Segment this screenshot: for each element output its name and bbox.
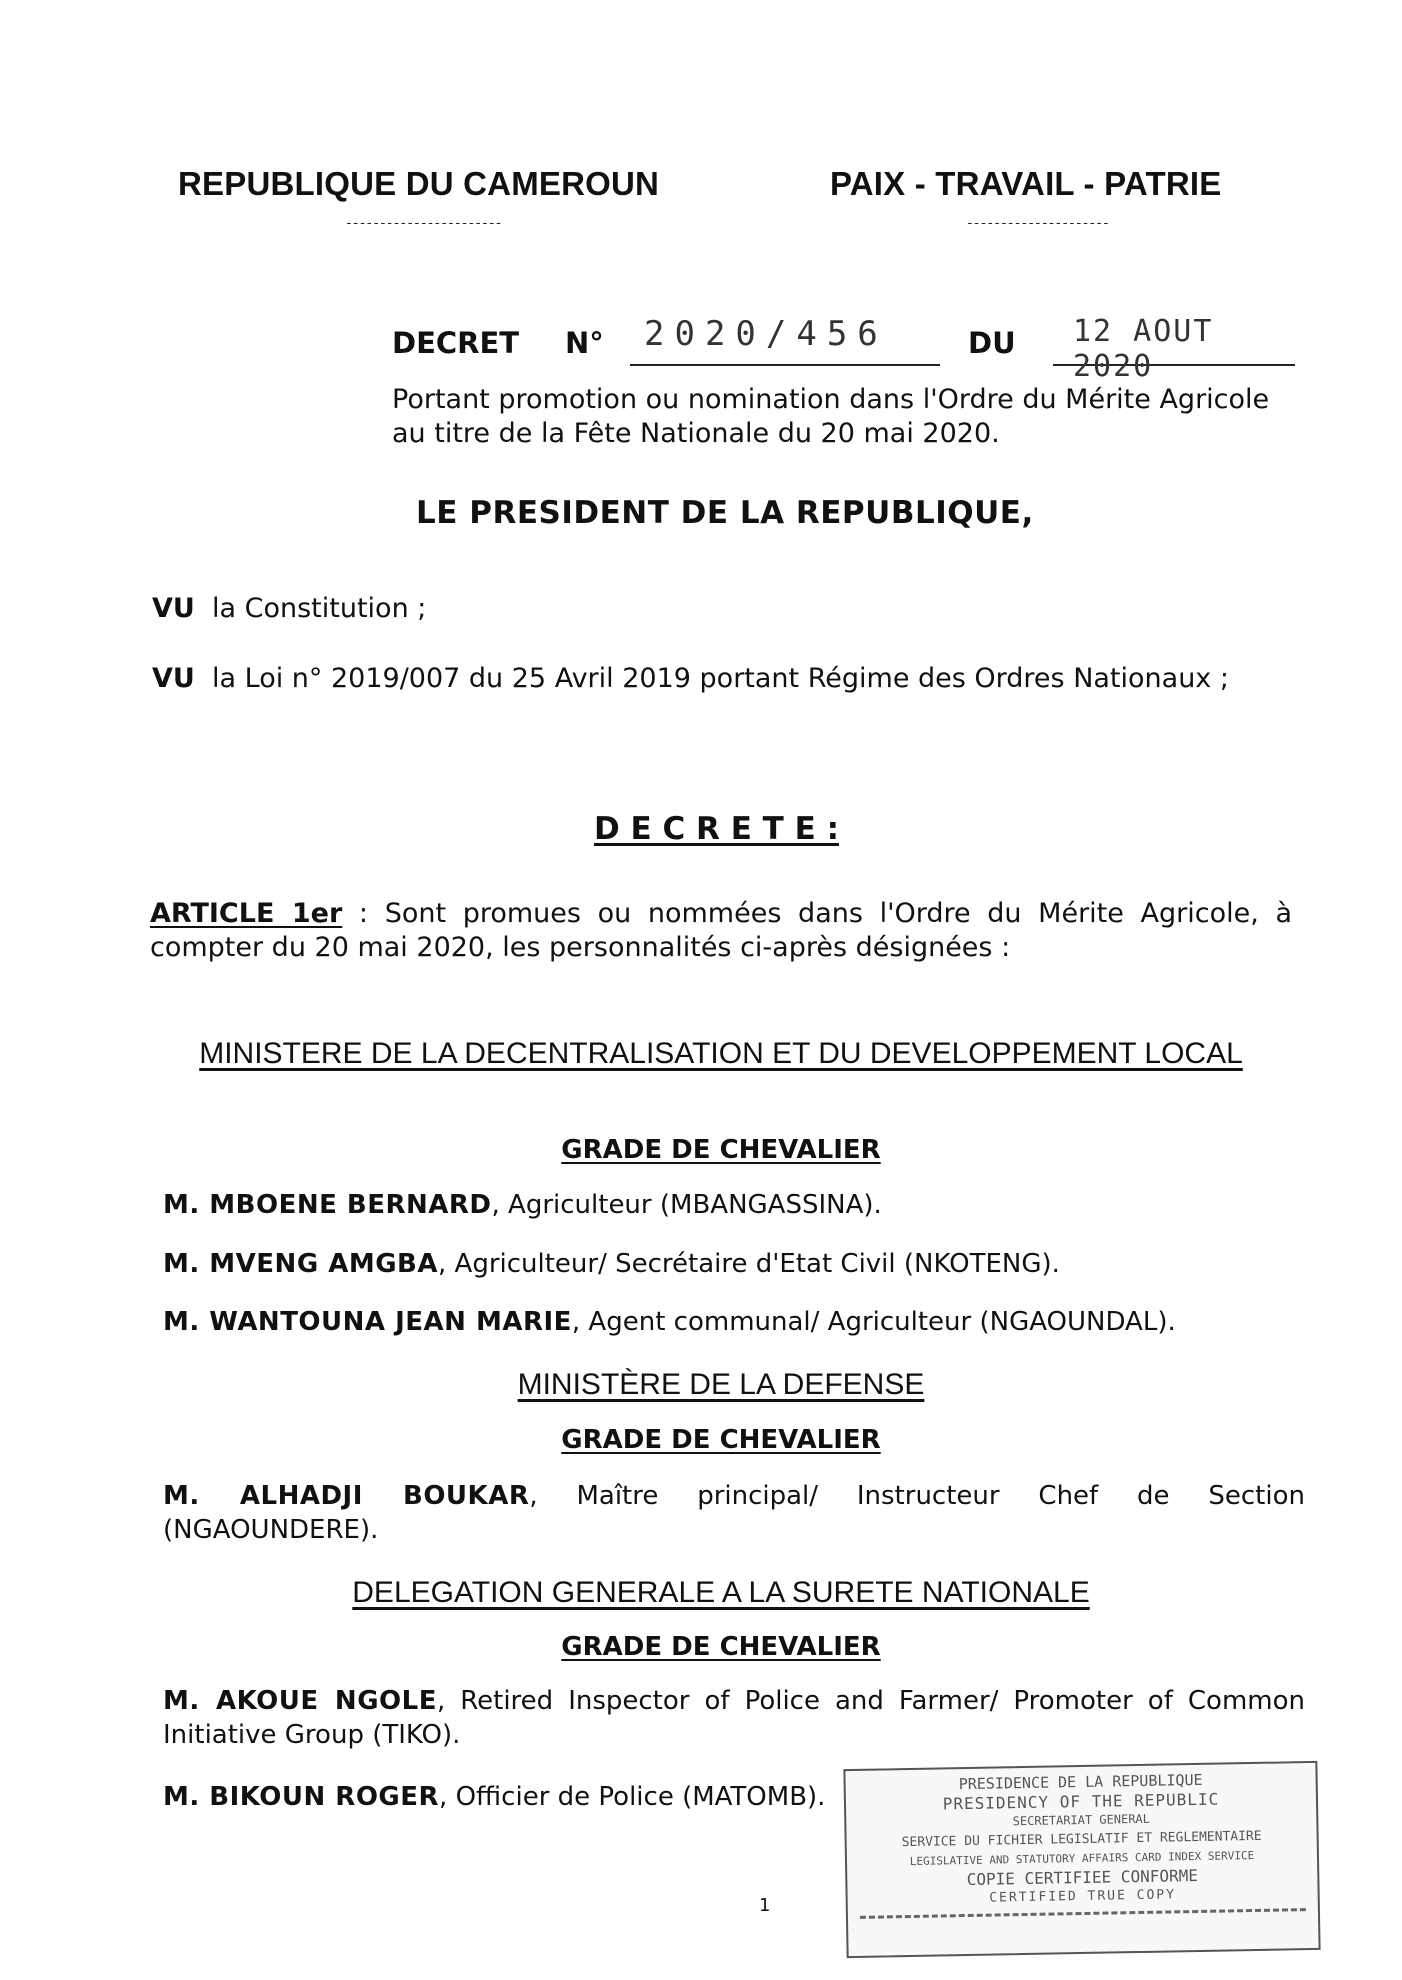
person-entry xyxy=(163,1305,1176,1339)
president-heading: LE PRESIDENT DE LA REPUBLIQUE, xyxy=(416,495,1034,531)
person-entry xyxy=(163,1188,882,1222)
visa-text: la Constitution ; xyxy=(212,593,427,624)
person-entry xyxy=(163,1247,1060,1281)
article-1-line2: compter du 20 mai 2020, les personnalités ci-après désignées : xyxy=(150,932,1011,963)
person-name: M. ALHADJI BOUKAR xyxy=(163,1481,530,1511)
person-name: M. AKOUE NGOLE xyxy=(163,1686,437,1716)
article-1-label: ARTICLE 1er xyxy=(150,898,343,929)
person-desc: , Agent communal/ Agriculteur (NGAOUNDAL). xyxy=(571,1307,1176,1337)
article-1-sep: : xyxy=(342,898,385,929)
decret-label: DECRET xyxy=(392,326,520,360)
visa-vu-label: VU xyxy=(152,663,195,694)
header-left-rule: ----------------------- xyxy=(345,216,502,231)
section-title-defense: MINISTÈRE DE LA DEFENSE xyxy=(517,1368,925,1401)
person-desc: , Agriculteur/ Secrétaire d'Etat Civil (NKOTENG). xyxy=(438,1249,1060,1279)
header-right-title: PAIX - TRAVAIL - PATRIE xyxy=(830,165,1222,202)
stamp-line: PRESIDENCE DE LA REPUBLIQUE xyxy=(958,1770,1203,1794)
person-entry-cont: (NGAOUNDERE). xyxy=(163,1515,379,1545)
person-entry-cont: Initiative Group (TIKO). xyxy=(163,1720,461,1750)
decrete-heading: D E C R E T E : xyxy=(594,811,839,847)
stamp-line: CERTIFIED TRUE COPY xyxy=(989,1887,1177,1906)
header-left-title: REPUBLIQUE DU CAMEROUN xyxy=(178,165,660,202)
section-title-surete: DELEGATION GENERALE A LA SURETE NATIONALE xyxy=(352,1576,1090,1609)
visa-constitution xyxy=(152,592,426,626)
decret-number: 2020/456 xyxy=(644,314,888,354)
decree-subject-line1: Portant promotion ou nomination dans l'Ordre du Mérite Agricole xyxy=(392,384,1270,415)
stamp-dash-rule xyxy=(860,1908,1306,1919)
grade-title: GRADE DE CHEVALIER xyxy=(561,1632,881,1662)
person-desc: , Maître principal/ Instructeur Chef de Section xyxy=(529,1481,1305,1511)
header-right-rule: --------------------- xyxy=(966,216,1109,231)
person-desc: , Officier de Police (MATOMB). xyxy=(439,1782,826,1812)
decret-number-line xyxy=(630,310,940,366)
person-name: M. MBOENE BERNARD xyxy=(163,1190,492,1220)
person-name: M. BIKOUN ROGER xyxy=(163,1782,440,1812)
article-1-text: Sont promues ou nommées dans l'Ordre du Mérite Agricole, à xyxy=(384,898,1292,929)
decret-du-label: DU xyxy=(968,326,1016,360)
decret-no-label: N° xyxy=(565,326,604,360)
person-desc: , Agriculteur (MBANGASSINA). xyxy=(491,1190,882,1220)
page-number: 1 xyxy=(759,1895,771,1916)
grade-title: GRADE DE CHEVALIER xyxy=(561,1135,881,1165)
stamp-line: SECRETARIAT GENERAL xyxy=(1012,1811,1151,1829)
decret-date-line xyxy=(1053,310,1295,384)
decree-subject-line2: au titre de la Fête Nationale du 20 mai 2020. xyxy=(392,418,1000,449)
grade-title: GRADE DE CHEVALIER xyxy=(561,1425,881,1455)
stamp-line: LEGISLATIVE AND STATUTORY AFFAIRS CARD INDEX SERVICE xyxy=(909,1848,1255,1869)
certified-copy-stamp xyxy=(843,1761,1320,1958)
person-entry xyxy=(163,1479,1305,1513)
section-title-decentralisation: MINISTERE DE LA DECENTRALISATION ET DU DEVELOPPEMENT LOCAL xyxy=(199,1037,1243,1070)
person-desc: , Retired Inspector of Police and Farmer/ Promoter of Common xyxy=(436,1686,1305,1716)
article-1-line1 xyxy=(150,897,1292,931)
person-entry xyxy=(163,1684,1305,1718)
decret-date: 12 AOUT 2020 xyxy=(1073,314,1214,384)
visa-loi xyxy=(152,662,1229,696)
stamp-line: COPIE CERTIFIEE CONFORME xyxy=(966,1865,1199,1890)
visa-vu-label: VU xyxy=(152,593,195,624)
stamp-line: PRESIDENCY OF THE REPUBLIC xyxy=(942,1789,1220,1814)
person-name: M. MVENG AMGBA xyxy=(163,1249,438,1279)
person-name: M. WANTOUNA JEAN MARIE xyxy=(163,1307,572,1337)
visa-text: la Loi n° 2019/007 du 25 Avril 2019 portant Régime des Ordres Nationaux ; xyxy=(212,663,1229,694)
stamp-line: SERVICE DU FICHIER LEGISLATIF ET REGLEMENTAIRE xyxy=(901,1828,1262,1851)
person-entry xyxy=(163,1780,825,1814)
